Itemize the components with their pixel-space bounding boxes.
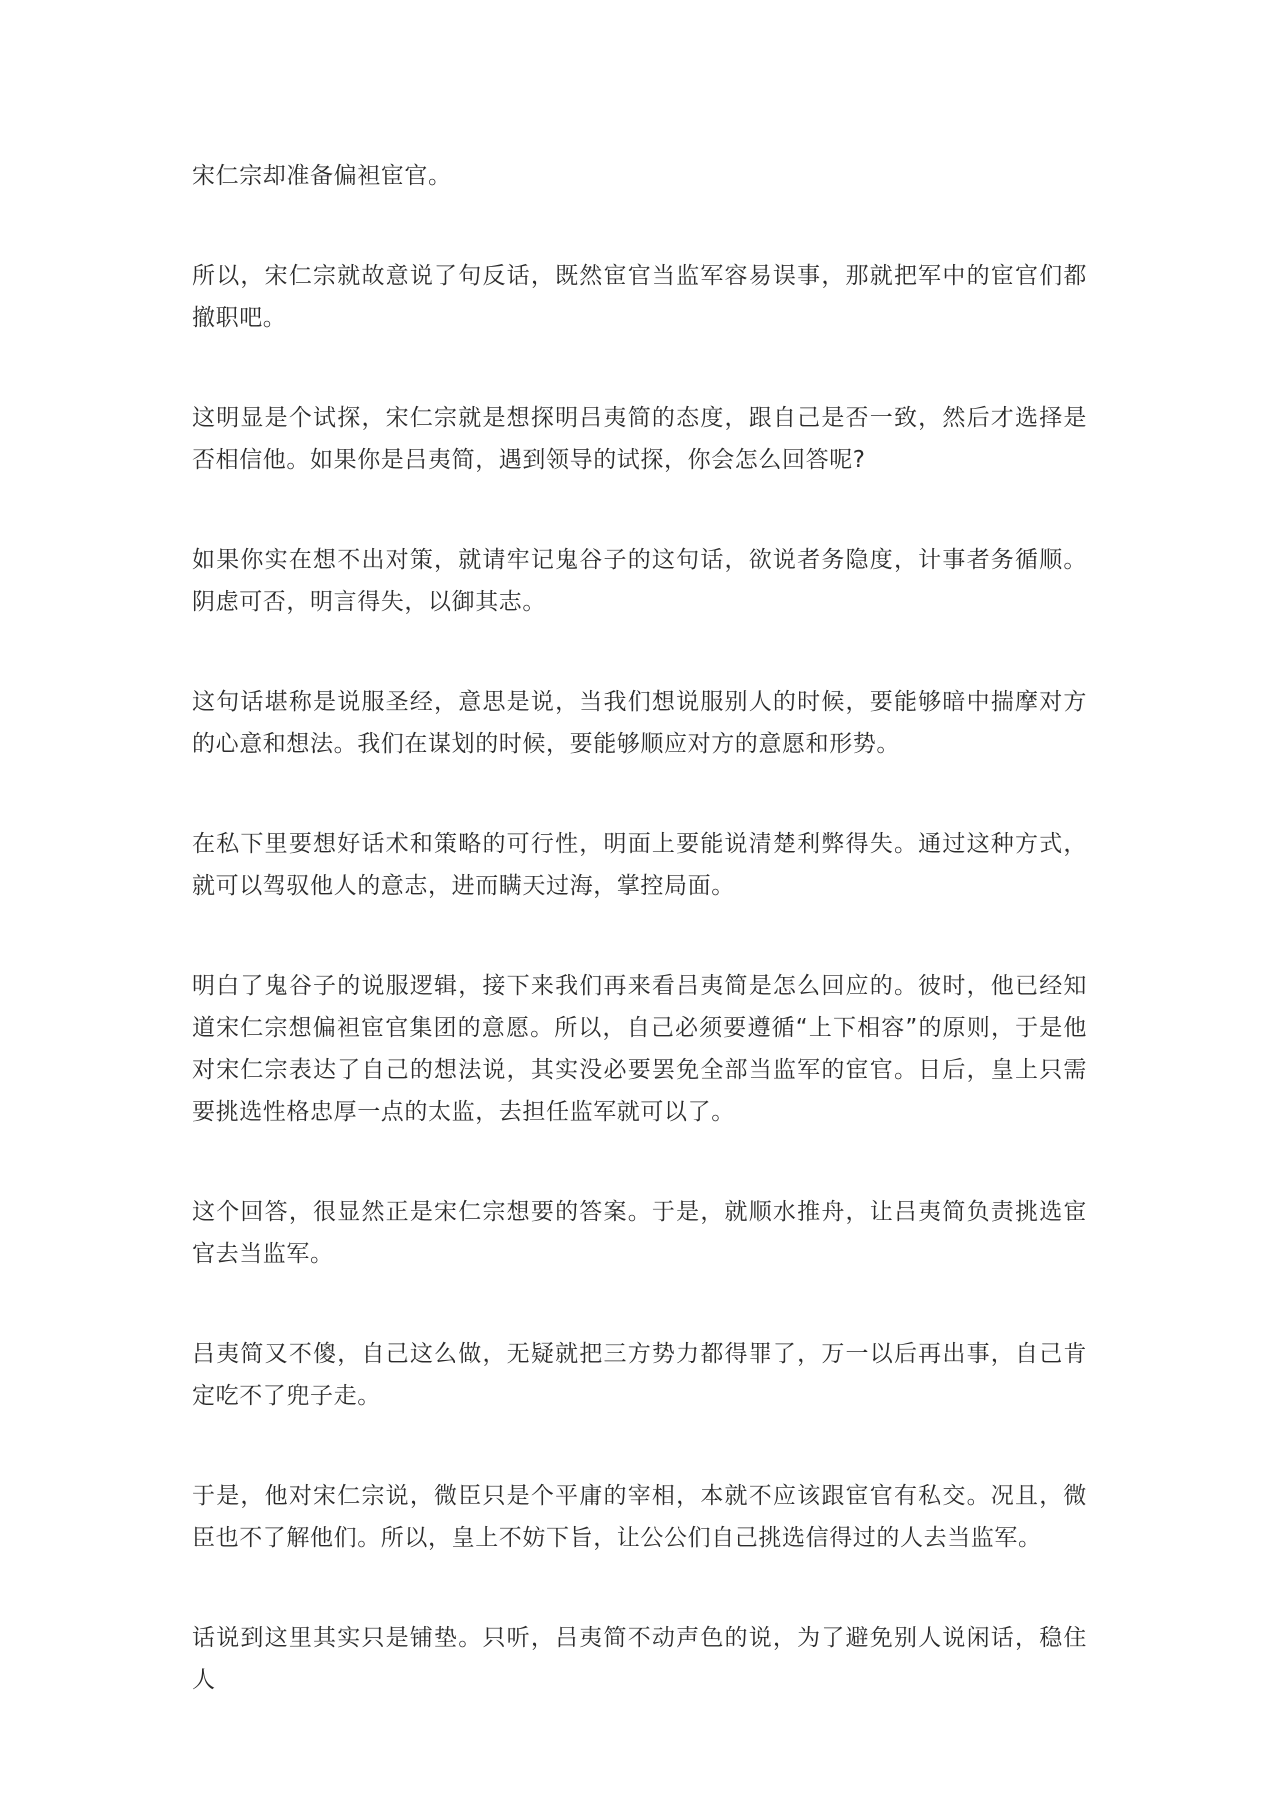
paragraph-9: 吕夷简又不傻，自己这么做，无疑就把三方势力都得罪了，万一以后再出事，自己肯定吃不了兜子走。	[192, 1341, 1087, 1409]
paragraph-4: 如果你实在想不出对策，就请牢记鬼谷子的这句话，欲说者务隐度，计事者务循顺。阴虑可否，明言得失，以御其志。	[192, 547, 1087, 615]
paragraph-3: 这明显是个试探，宋仁宗就是想探明吕夷简的态度，跟自己是否一致，然后才选择是否相信他。如果你是吕夷简，遇到领导的试探，你会怎么回答呢?	[192, 405, 1087, 473]
paragraph-5: 这句话堪称是说服圣经，意思是说，当我们想说服别人的时候，要能够暗中揣摩对方的心意和想法。我们在谋划的时候，要能够顺应对方的意愿和形势。	[192, 689, 1087, 757]
paragraph-7: 明白了鬼谷子的说服逻辑，接下来我们再来看吕夷简是怎么回应的。彼时，他已经知道宋仁宗想偏袒宦官集团的意愿。所以，自己必须要遵循“上下相容”的原则，于是他对宋仁宗表达了自己的想法说，其实没必要罢免全部当监军的宦官。日后，皇上只需要挑选性格忠厚一点的太监，去担任监军就可以了。	[192, 973, 1087, 1125]
paragraph-2: 所以，宋仁宗就故意说了句反话，既然宦官当监军容易误事，那就把军中的宦官们都撤职吧。	[192, 263, 1087, 331]
paragraph-8: 这个回答，很显然正是宋仁宗想要的答案。于是，就顺水推舟，让吕夷简负责挑选宦官去当监军。	[192, 1199, 1087, 1267]
paragraph-11: 话说到这里其实只是铺垫。只听，吕夷简不动声色的说，为了避免别人说闲话，稳住人	[192, 1625, 1087, 1693]
paragraph-6: 在私下里要想好话术和策略的可行性，明面上要能说清楚利弊得失。通过这种方式，就可以驾驭他人的意志，进而瞒天过海，掌控局面。	[192, 831, 1087, 899]
paragraph-1: 宋仁宗却准备偏袒宦官。	[192, 163, 452, 189]
paragraph-10: 于是，他对宋仁宗说，微臣只是个平庸的宰相，本就不应该跟宦官有私交。况且，微臣也不了解他们。所以，皇上不妨下旨，让公公们自己挑选信得过的人去当监军。	[192, 1483, 1087, 1551]
article-body	[192, 155, 1087, 1759]
